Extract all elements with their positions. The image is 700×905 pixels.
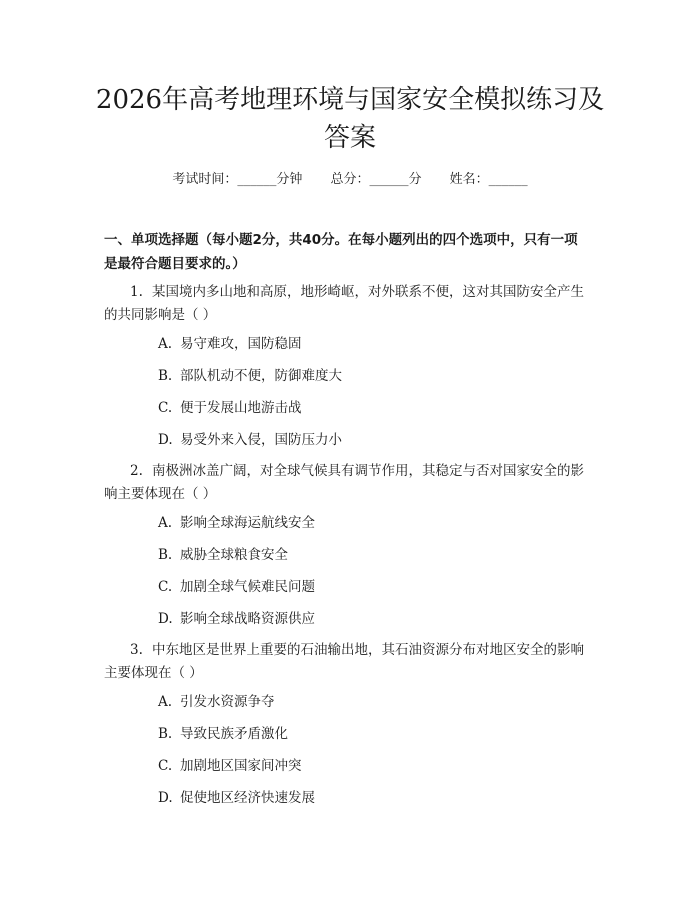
- question-1-option-a[interactable]: [158, 334, 302, 354]
- question-2-option-b[interactable]: [158, 545, 288, 565]
- option-text: 促使地区经济快速发展: [180, 790, 315, 806]
- question-3-option-c[interactable]: [158, 756, 302, 776]
- page-title-line-1: 2026年高考地理环境与国家安全模拟练习及: [95, 85, 605, 115]
- option-text: 易受外来入侵，国防压力小: [180, 432, 342, 448]
- option-text: 加剧地区国家间冲突: [180, 758, 302, 774]
- option-text: 加剧全球气候难民问题: [180, 579, 315, 595]
- option-text: 威胁全球粮食安全: [180, 547, 288, 563]
- question-text-line-2: 主要体现在（ ）: [104, 665, 203, 681]
- page-title-line-2: 答案: [323, 123, 376, 153]
- question-3-option-d[interactable]: [158, 788, 315, 808]
- option-letter: D.: [158, 432, 173, 448]
- option-letter: B.: [158, 547, 173, 563]
- question-1: [104, 281, 604, 327]
- option-text: 影响全球海运航线安全: [180, 515, 315, 531]
- exam-meta: [0, 168, 700, 187]
- exam-time-field: 考试时间：______分钟: [172, 172, 303, 187]
- option-letter: C.: [158, 579, 173, 595]
- option-letter: B.: [158, 726, 173, 742]
- option-letter: A.: [158, 336, 173, 352]
- option-text: 部队机动不便，防御难度大: [180, 368, 342, 384]
- question-number: 1.: [130, 284, 143, 300]
- total-score-field: 总分：______分: [330, 172, 422, 187]
- option-text: 影响全球战略资源供应: [180, 611, 315, 627]
- option-letter: C.: [158, 758, 173, 774]
- section-heading-line-1: 一、单项选择题（每小题2分，共40分。在每小题列出的四个选项中，只有一项: [104, 232, 578, 248]
- question-2-option-c[interactable]: [158, 577, 315, 597]
- option-text: 便于发展山地游击战: [180, 400, 302, 416]
- question-3-option-b[interactable]: [158, 724, 288, 744]
- question-text-line-1: 某国境内多山地和高原，地形崎岖，对外联系不便，这对其国防安全产生: [152, 284, 584, 300]
- question-3: [104, 639, 604, 685]
- question-number: 3.: [130, 642, 143, 658]
- option-letter: B.: [158, 368, 173, 384]
- question-text-line-1: 南极洲冰盖广阔，对全球气候具有调节作用，其稳定与否对国家安全的影: [152, 463, 584, 479]
- option-letter: C.: [158, 400, 173, 416]
- option-letter: A.: [158, 515, 173, 531]
- question-2-option-d[interactable]: [158, 609, 315, 629]
- question-1-option-b[interactable]: [158, 366, 342, 386]
- option-letter: A.: [158, 694, 173, 710]
- section-heading: [104, 228, 604, 276]
- question-3-option-a[interactable]: [158, 692, 275, 712]
- question-2-option-a[interactable]: [158, 513, 315, 533]
- question-1-option-c[interactable]: [158, 398, 302, 418]
- option-text: 导致民族矛盾激化: [180, 726, 288, 742]
- question-number: 2.: [130, 463, 143, 479]
- section-heading-line-2: 是最符合题目要求的。）: [104, 256, 246, 272]
- option-text: 易守难攻，国防稳固: [180, 336, 302, 352]
- question-2: [104, 460, 604, 506]
- question-text-line-1: 中东地区是世界上重要的石油输出地，其石油资源分布对地区安全的影响: [152, 642, 584, 658]
- question-text-line-2: 的共同影响是（ ）: [104, 307, 217, 323]
- option-letter: D.: [158, 790, 173, 806]
- student-name-field: 姓名：______: [449, 172, 528, 187]
- question-1-option-d[interactable]: [158, 430, 342, 450]
- question-text-line-2: 响主要体现在（ ）: [104, 486, 217, 502]
- option-letter: D.: [158, 611, 173, 627]
- option-text: 引发水资源争夺: [180, 694, 275, 710]
